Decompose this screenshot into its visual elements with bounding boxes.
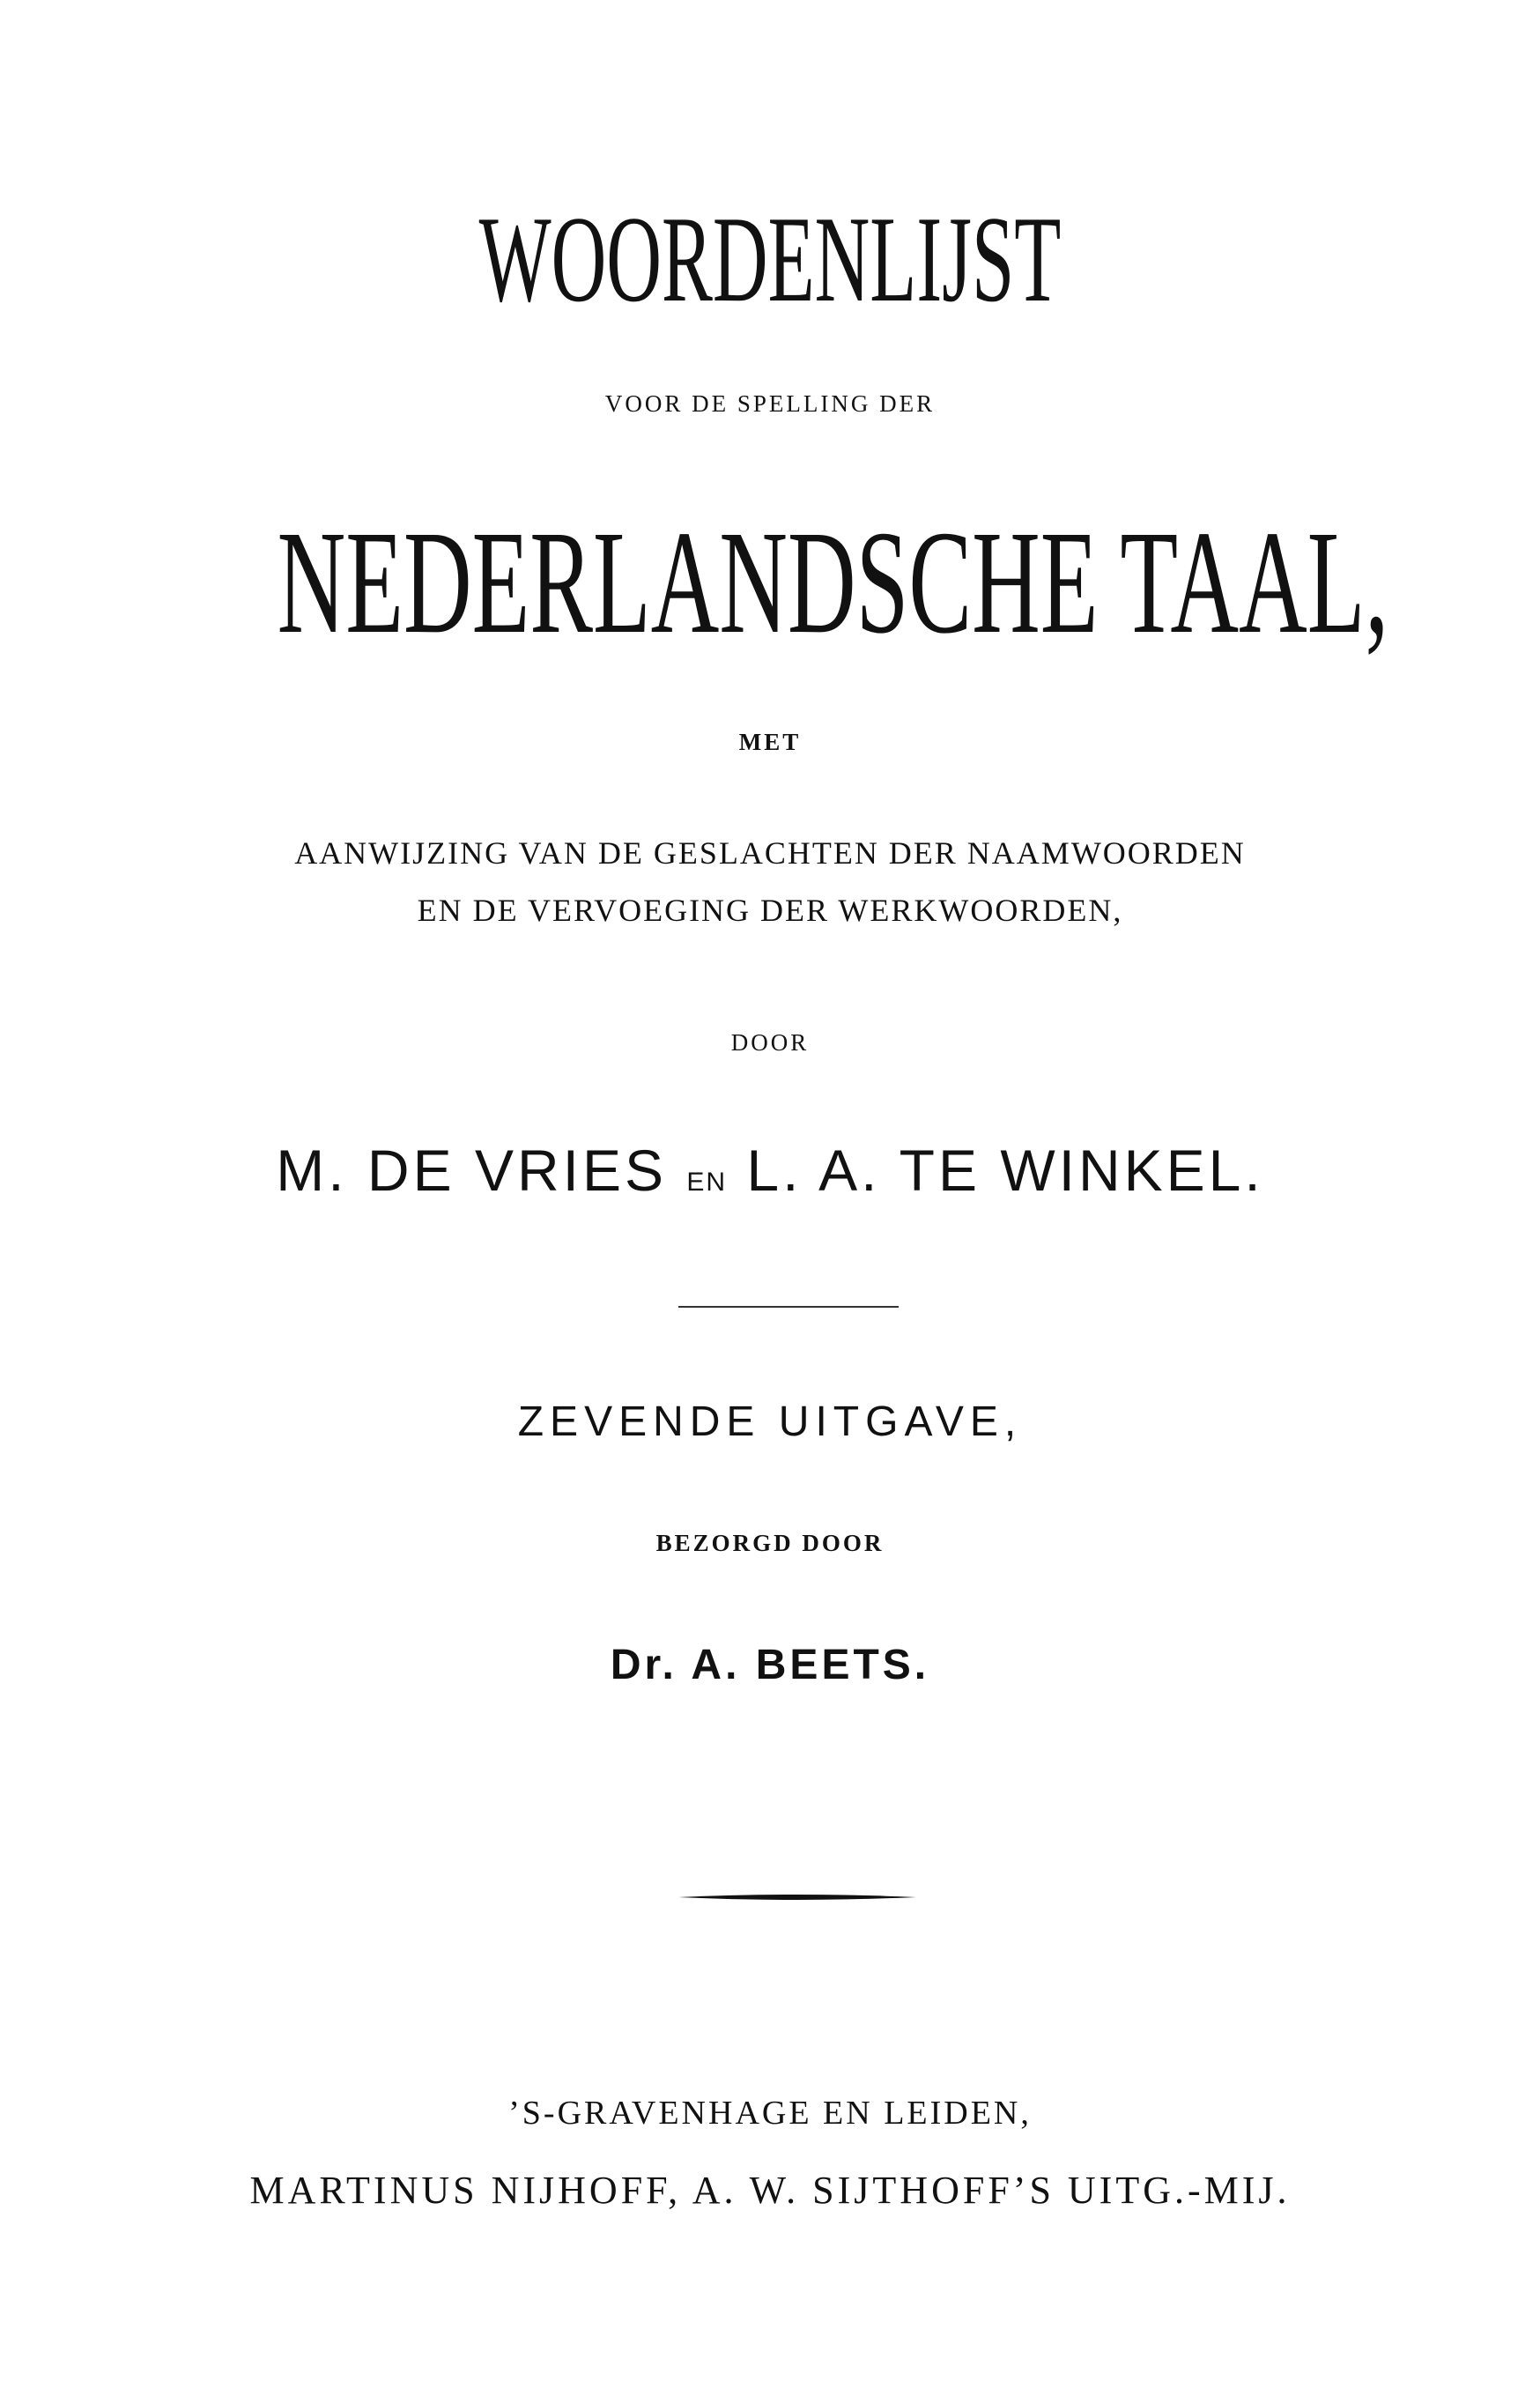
publication-place: ’S-GRAVENHAGE EN LEIDEN, xyxy=(508,2095,1032,2132)
met-label: MET xyxy=(738,729,802,755)
author-te-winkel: L. A. TE WINKEL. xyxy=(746,1138,1264,1203)
divider-ornament xyxy=(678,1892,916,1903)
description-line-1: AANWIJZING VAN DE GESLACHTEN DER NAAMWOORDEN xyxy=(294,835,1246,871)
divider-thin xyxy=(678,1306,899,1308)
edition-label: ZEVENDE UITGAVE, xyxy=(517,1398,1023,1445)
main-title: WOORDENLIJST xyxy=(478,191,1062,328)
authors-line xyxy=(0,1137,1540,1204)
authors-conjunction: EN xyxy=(686,1168,728,1197)
subtitle-spelling: VOOR DE SPELLING DER xyxy=(604,390,936,417)
description-line-2: EN DE VERVOEGING DER WERKWOORDEN, xyxy=(417,893,1123,928)
publishers-line: MARTINUS NIJHOFF, A. W. SIJTHOFF’S UITG.-MIJ. xyxy=(249,2169,1291,2212)
bezorgd-door-label: BEZORGD DOOR xyxy=(655,1530,885,1556)
door-label: DOOR xyxy=(730,1029,810,1056)
language-title: NEDERLANDSCHE TAAL, xyxy=(277,501,1389,664)
author-de-vries: M. DE VRIES xyxy=(276,1138,668,1203)
editor-name: Dr. A. BEETS. xyxy=(610,1642,930,1688)
